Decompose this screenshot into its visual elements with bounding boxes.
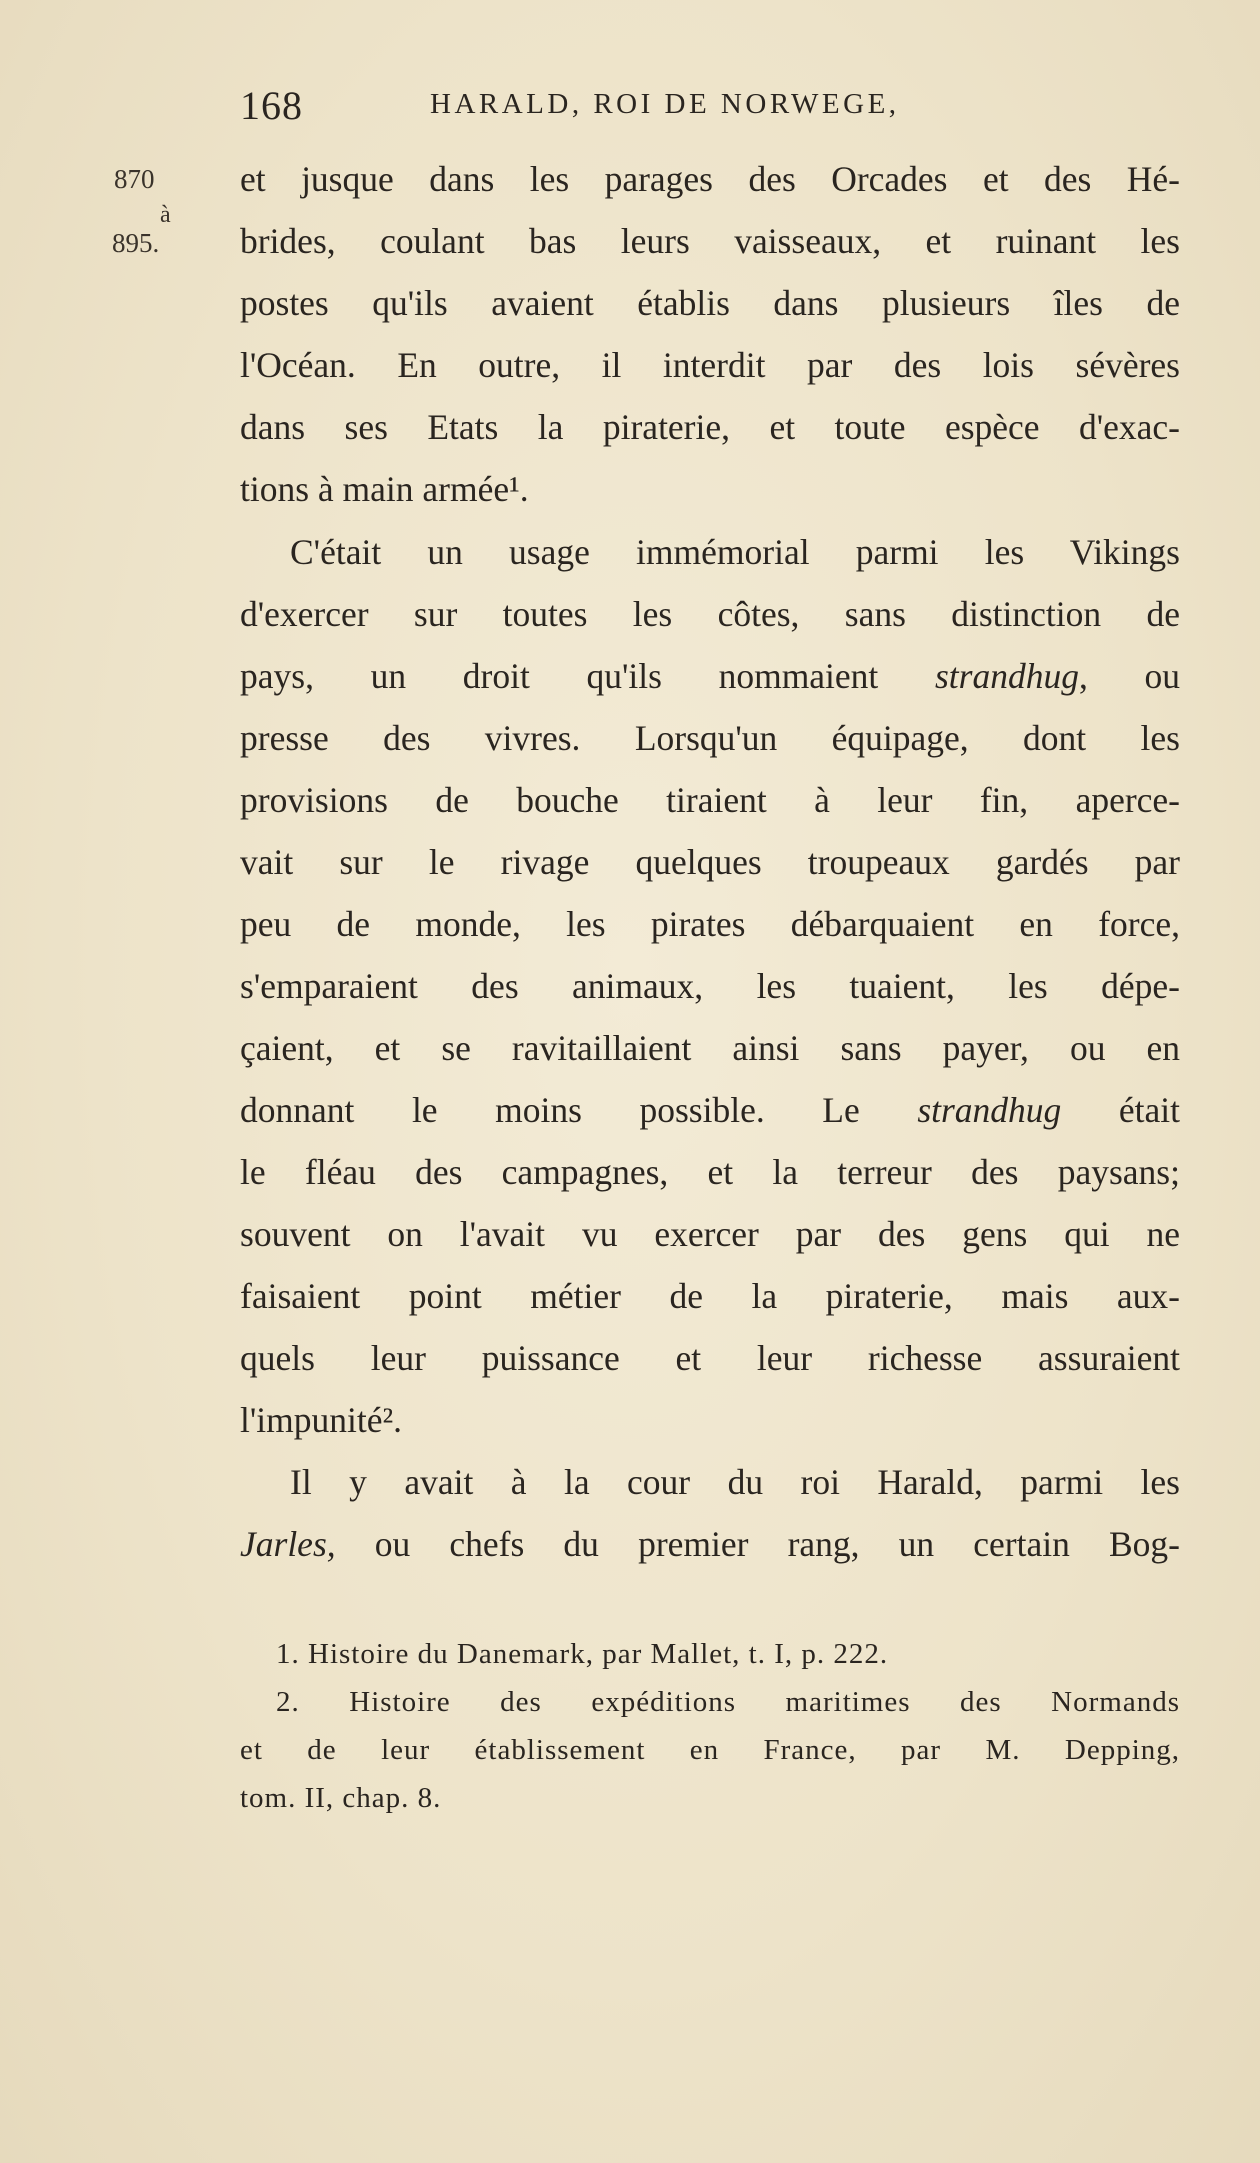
text-line: C'était un usage immémorial parmi les Vikings — [290, 532, 1180, 572]
footnotes — [240, 1630, 1180, 1822]
text-line: provisions de bouche tiraient à leur fin, aperce- — [240, 780, 1180, 820]
text-line-with-italic — [240, 645, 1180, 707]
text-line: dans ses Etats la piraterie, et toute espèce d'exac- — [240, 407, 1180, 447]
running-title: HARALD, ROI DE NORWEGE, — [430, 88, 900, 120]
text-line: presse des vivres. Lorsqu'un équipage, dont les — [240, 718, 1180, 758]
text-line: et jusque dans les parages des Orcades et des Hé- — [240, 159, 1180, 199]
text-line: çaient, et se ravitaillaient ainsi sans payer, ou en — [240, 1028, 1180, 1068]
text-line: peu de monde, les pirates débarquaient en force, — [240, 904, 1180, 944]
text-segment: était — [1061, 1090, 1180, 1130]
text-line: postes qu'ils avaient établis dans plusieurs îles de — [240, 283, 1180, 323]
margin-date-start: 870 — [114, 164, 155, 194]
text-line: l'Océan. En outre, il interdit par des lois sévères — [240, 345, 1180, 385]
text-segment: pays, un droit qu'ils nommaient — [240, 656, 935, 696]
italic-term: Jarles, — [240, 1524, 336, 1564]
paragraph-2 — [240, 521, 1180, 1451]
text-line: d'exercer sur toutes les côtes, sans distinction de — [240, 594, 1180, 634]
text-line: l'impunité². — [240, 1400, 402, 1440]
italic-term: strandhug — [917, 1090, 1062, 1130]
footnote-2-continued: et de leur établissement en France, par M. Depping, — [240, 1734, 1180, 1766]
text-line: souvent on l'avait vu exercer par des gens qui ne — [240, 1214, 1180, 1254]
text-line: le fléau des campagnes, et la terreur des paysans; — [240, 1152, 1180, 1192]
footnote-2: 2. Histoire des expéditions maritimes des Normands — [276, 1686, 1180, 1718]
text-line: faisaient point métier de la piraterie, mais aux- — [240, 1276, 1180, 1316]
page-number: 168 — [240, 83, 303, 128]
text-line: Il y avait à la cour du roi Harald, parmi les — [290, 1462, 1180, 1502]
footnote-2-continued: tom. II, chap. 8. — [240, 1782, 442, 1814]
margin-date-end: 895. — [112, 228, 160, 258]
text-segment: ou chefs du premier rang, un certain Bog- — [335, 1524, 1180, 1564]
text-line: brides, coulant bas leurs vaisseaux, et ruinant les — [240, 221, 1180, 261]
margin-date-separator: à — [160, 202, 171, 228]
text-segment: , ou — [1078, 656, 1181, 696]
text-line: s'emparaient des animaux, les tuaient, les dépe- — [240, 966, 1180, 1006]
text-line-with-italic — [240, 1079, 1180, 1141]
text-line: vait sur le rivage quelques troupeaux gardés par — [240, 842, 1180, 882]
italic-term: strandhug — [934, 656, 1079, 696]
text-line: quels leur puissance et leur richesse assuraient — [240, 1338, 1180, 1378]
text-line-with-italic — [240, 1513, 1180, 1575]
paragraph-3 — [240, 1451, 1180, 1575]
text-line: tions à main armée¹. — [240, 469, 529, 509]
paragraph-1 — [240, 148, 1180, 520]
text-segment: donnant le moins possible. Le — [240, 1090, 918, 1130]
page-header — [240, 82, 1040, 132]
footnote-1: 1. Histoire du Danemark, par Mallet, t. I, p. 222. — [276, 1638, 889, 1670]
